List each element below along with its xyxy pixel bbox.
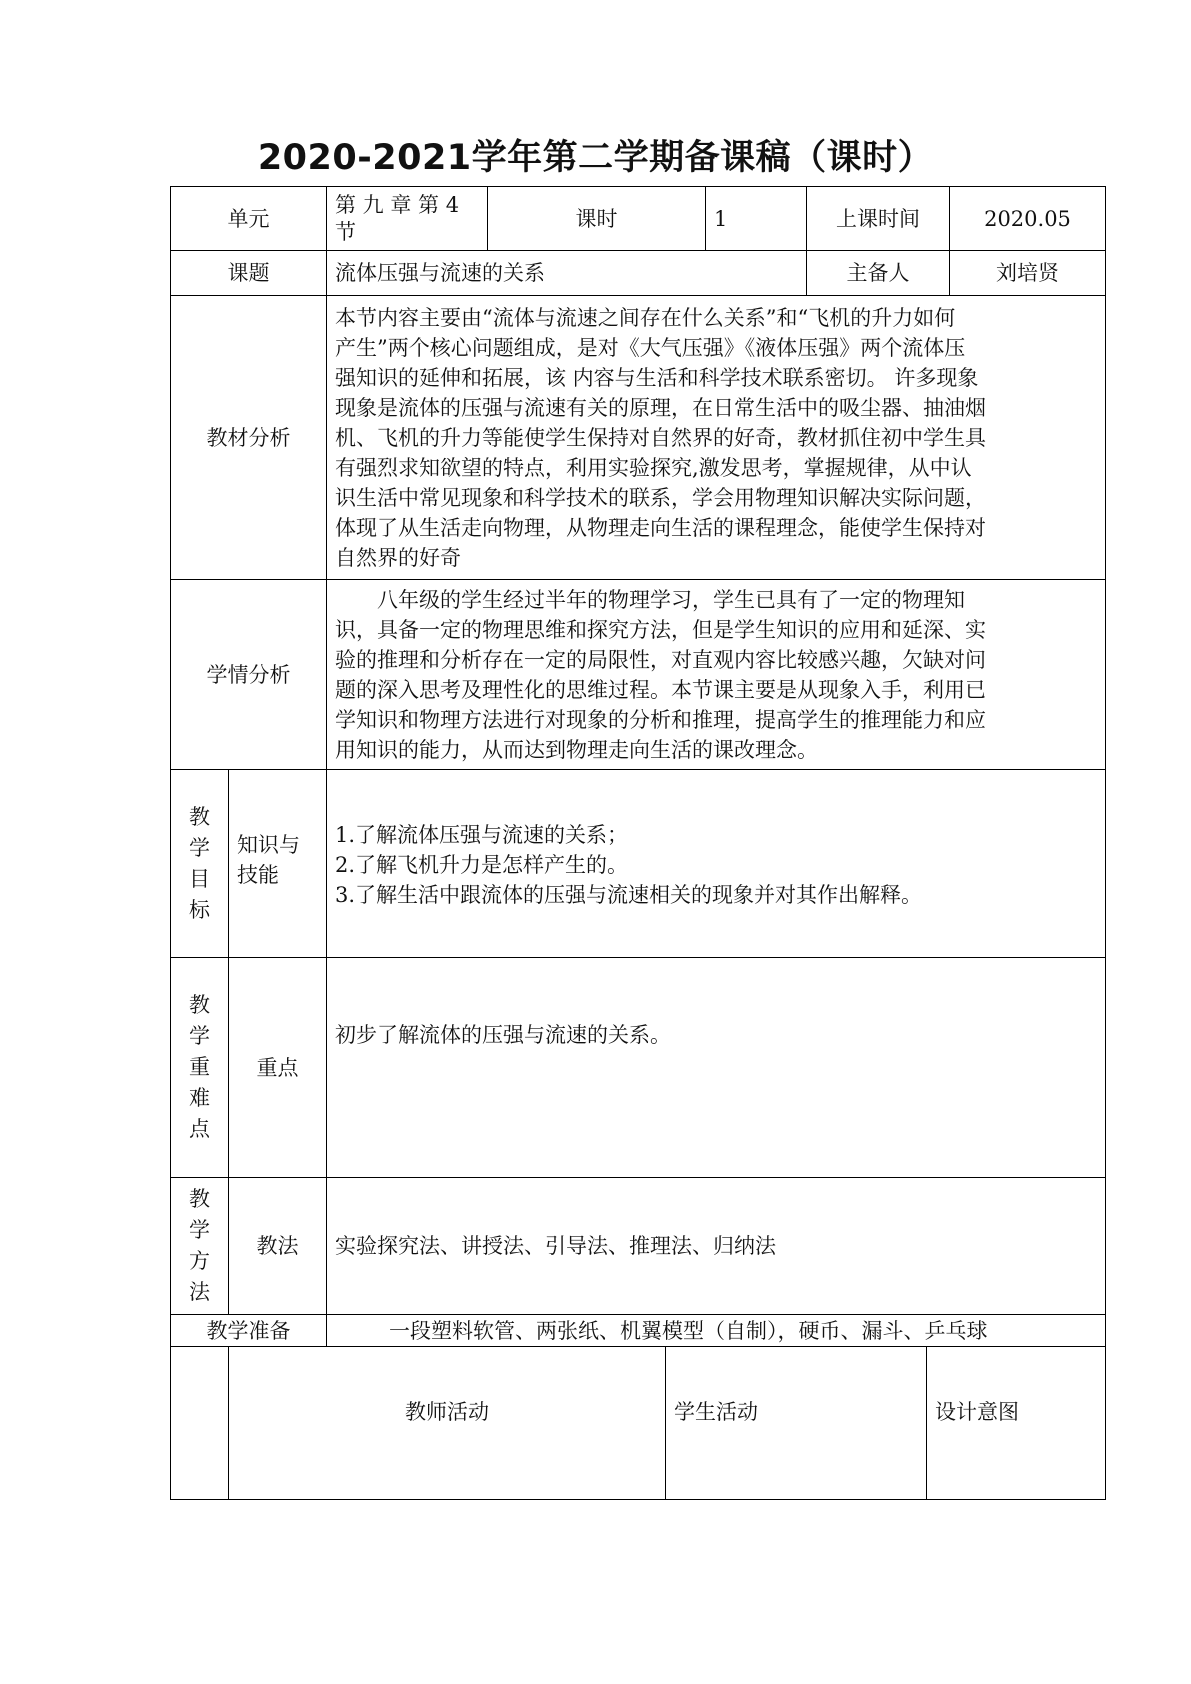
key-point-content: 初步了解流体的压强与流速的关系。 xyxy=(327,958,1106,1178)
time-value: 2020.05 xyxy=(950,187,1106,251)
methods-content: 实验探究法、讲授法、引导法、推理法、归纳法 xyxy=(327,1178,1106,1315)
activities-table xyxy=(170,1346,1106,1500)
period-label: 课时 xyxy=(488,187,706,251)
activities-blank-cell xyxy=(171,1347,229,1500)
label-char: 教 xyxy=(189,804,210,829)
student-activity-header: 学生活动 xyxy=(666,1347,927,1500)
unit-value xyxy=(327,187,488,251)
key-points-label xyxy=(171,958,229,1178)
lesson-plan-sheet xyxy=(170,186,1105,1500)
textbook-analysis-label: 教材分析 xyxy=(171,296,327,580)
unit-label: 单元 xyxy=(171,187,327,251)
text-line: 本节内容主要由“流体与流速之间存在什么关系”和“飞机的升力如何 xyxy=(335,305,956,330)
label-char: 标 xyxy=(189,897,210,922)
text-line: 强知识的延伸和拓展，该 内容与生活和科学技术联系密切。 许多现象 xyxy=(335,365,979,390)
student-analysis-text xyxy=(327,580,1106,770)
label-char: 点 xyxy=(189,1117,210,1141)
label-char: 法 xyxy=(189,1280,210,1304)
unit-value-line1: 第 九 章 第 4 xyxy=(335,192,460,217)
key-point-sub-label: 重点 xyxy=(229,958,327,1178)
text-line: 八年级的学生经过半年的物理学习，学生已具有了一定的物理知 xyxy=(377,587,965,612)
label-char: 难 xyxy=(189,1086,210,1110)
label-char: 方 xyxy=(189,1249,210,1273)
text-line: 用知识的能力，从而达到物理走向生活的课改理念。 xyxy=(335,737,818,762)
period-value: 1 xyxy=(706,187,807,251)
label-char: 目 xyxy=(189,866,210,891)
label-char: 教 xyxy=(189,1187,210,1211)
method-sub-label: 教法 xyxy=(229,1178,327,1315)
textbook-analysis-text xyxy=(327,296,1106,580)
document-title: 2020-2021学年第二学期备课稿（课时） xyxy=(257,138,934,178)
knowledge-skills-line1: 知识与 xyxy=(237,833,300,857)
text-line: 有强烈求知欲望的特点，利用实验探究,激发思考，掌握规律，从中认 xyxy=(335,455,972,480)
label-char: 学 xyxy=(189,835,210,860)
text-line: 验的推理和分析存在一定的局限性，对直观内容比较感兴趣，欠缺对问 xyxy=(335,647,986,672)
goal-item: 3.了解生活中跟流体的压强与流速相关的现象并对其作出解释。 xyxy=(335,883,923,907)
unit-value-line2: 节 xyxy=(335,219,356,244)
label-char: 教 xyxy=(189,993,210,1017)
text-line: 识，具备一定的物理思维和探究方法，但是学生知识的应用和延深、实 xyxy=(335,617,986,642)
student-analysis-label: 学情分析 xyxy=(171,580,327,770)
label-char: 重 xyxy=(189,1055,210,1079)
label-char: 学 xyxy=(189,1218,210,1242)
text-line: 自然界的好奇 xyxy=(335,545,461,570)
text-line: 识生活中常见现象和科学技术的联系，学会用物理知识解决实际问题， xyxy=(335,485,986,510)
preparer-label: 主备人 xyxy=(807,251,950,296)
preparation-label: 教学准备 xyxy=(171,1315,327,1347)
goal-item: 1.了解流体压强与流速的关系； xyxy=(335,823,629,847)
text-line: 题的深入思考及理性化的思维过程。本节课主要是从现象入手，利用已 xyxy=(335,677,986,702)
goals-list xyxy=(327,770,1106,958)
time-label: 上课时间 xyxy=(807,187,950,251)
label-char: 学 xyxy=(189,1024,210,1048)
teacher-activity-header: 教师活动 xyxy=(229,1347,666,1500)
knowledge-skills-label xyxy=(229,770,327,958)
topic-value: 流体压强与流速的关系 xyxy=(327,251,807,296)
preparer-value: 刘培贤 xyxy=(950,251,1106,296)
teaching-goals-label xyxy=(171,770,229,958)
preparation-content: 一段塑料软管、两张纸、机翼模型（自制），硬币、漏斗、乒乓球 xyxy=(327,1315,1106,1347)
design-intent-header: 设计意图 xyxy=(927,1347,1106,1500)
text-line: 学知识和物理方法进行对现象的分析和推理，提高学生的推理能力和应 xyxy=(335,707,986,732)
text-line: 体现了从生活走向物理，从物理走向生活的课程理念，能使学生保持对 xyxy=(335,515,986,540)
topic-label: 课题 xyxy=(171,251,327,296)
text-line: 现象是流体的压强与流速有关的原理，在日常生活中的吸尘器、抽油烟 xyxy=(335,395,986,420)
text-line: 产生”两个核心问题组成，是对《大气压强》《液体压强》两个流体压 xyxy=(335,335,966,360)
text-line: 机、飞机的升力等能使学生保持对自然界的好奇，教材抓住初中学生具 xyxy=(335,425,986,450)
teaching-methods-label xyxy=(171,1178,229,1315)
goal-item: 2.了解飞机升力是怎样产生的。 xyxy=(335,853,629,877)
lesson-plan-table xyxy=(170,186,1106,1347)
knowledge-skills-line2: 技能 xyxy=(237,863,279,887)
